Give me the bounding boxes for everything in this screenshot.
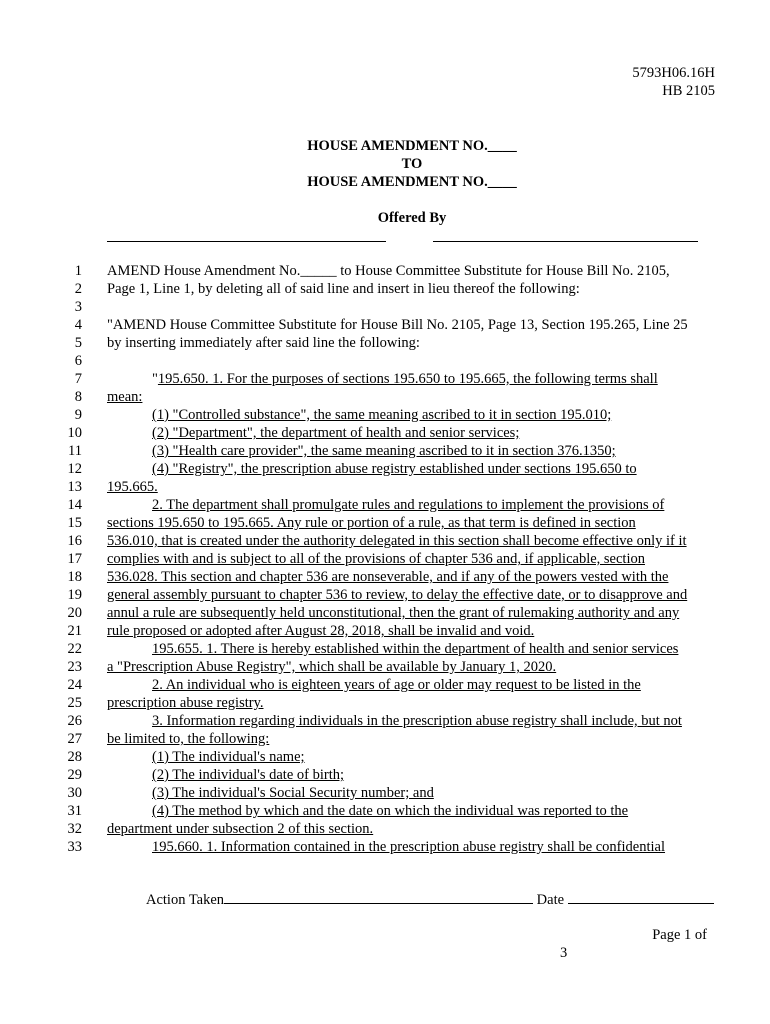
line-number: 31 — [67, 803, 82, 819]
line-text: (2) The individual's date of birth; — [152, 767, 345, 783]
line-number: 9 — [74, 407, 82, 423]
line-number: 22 — [67, 641, 82, 657]
line-text: 2. The department shall promulgate rules and regulations to implement the provisions of — [152, 497, 665, 513]
action-taken-row — [146, 889, 714, 909]
line-text: complies with and is subject to all of the provisions of chapter 536 and, if applicable, section — [107, 551, 645, 567]
offered-by-label: Offered By — [377, 210, 447, 226]
line-text: (2) "Department", the department of health and senior services; — [152, 425, 520, 441]
line-number: 13 — [67, 479, 82, 495]
line-number: 23 — [67, 659, 82, 675]
page-total: 3 — [560, 945, 568, 961]
line-text: (1) "Controlled substance", the same meaning ascribed to it in section 195.010; — [152, 407, 612, 423]
amendment-title: HOUSE AMENDMENT NO.____ — [307, 138, 517, 154]
line-number: 16 — [67, 533, 82, 549]
line-number: 32 — [67, 821, 82, 837]
amendment-title-2: HOUSE AMENDMENT NO.____ — [307, 174, 517, 190]
line-number: 15 — [67, 515, 82, 531]
document-code: 5793H06.16H — [632, 65, 715, 81]
line-text: "195.650. 1. For the purposes of sections 195.650 to 195.665, the following terms shall — [152, 371, 658, 387]
line-number: 33 — [67, 839, 82, 855]
line-number: 25 — [67, 695, 82, 711]
line-number: 29 — [67, 767, 82, 783]
line-text: (3) "Health care provider", the same meaning ascribed to it in section 376.1350; — [152, 443, 616, 459]
line-text: (4) The method by which and the date on which the individual was reported to the — [152, 803, 629, 819]
line-text: Page 1, Line 1, by deleting all of said line and insert in lieu thereof the following: — [107, 281, 580, 297]
line-number: 5 — [74, 335, 82, 351]
line-number: 21 — [67, 623, 82, 639]
line-number: 2 — [74, 281, 82, 297]
line-text: annul a rule are subsequently held unconstitutional, then the grant of rulemaking authority and any — [107, 605, 680, 621]
line-number: 11 — [68, 443, 82, 459]
line-number: 24 — [67, 677, 82, 693]
line-text: sections 195.650 to 195.665. Any rule or portion of a rule, as that term is defined in section — [107, 515, 636, 531]
action-taken-line — [224, 889, 533, 904]
line-number: 26 — [67, 713, 82, 729]
line-text: (1) The individual's name; — [152, 749, 305, 765]
line-text: prescription abuse registry. — [107, 695, 264, 711]
line-text: 195.665. — [107, 479, 158, 495]
line-number: 7 — [74, 371, 82, 387]
page-label: Page 1 of — [652, 927, 707, 943]
line-text: 195.660. 1. Information contained in the prescription abuse registry shall be confidential — [152, 839, 666, 855]
line-text: rule proposed or adopted after August 28, 2018, shall be invalid and void. — [107, 623, 535, 639]
line-text: 3. Information regarding individuals in the prescription abuse registry shall include, but not — [152, 713, 682, 729]
line-number: 20 — [67, 605, 82, 621]
line-number: 3 — [74, 299, 82, 315]
line-text: 195.655. 1. There is hereby established within the department of health and senior services — [152, 641, 679, 657]
line-number: 18 — [67, 569, 82, 585]
date-line — [568, 889, 714, 904]
line-number: 10 — [67, 425, 82, 441]
sponsor-signature-line — [107, 241, 386, 242]
line-text: mean: — [107, 389, 143, 405]
line-text: department under subsection 2 of this section. — [107, 821, 374, 837]
document-id-block — [632, 64, 715, 100]
line-text: "AMEND House Committee Substitute for House Bill No. 2105, Page 13, Section 195.265, Line 25 — [107, 317, 688, 333]
line-text: 536.010, that is created under the authority delegated in this section shall become effective only if it — [107, 533, 687, 549]
sponsor-signature-line-2 — [433, 241, 698, 242]
line-number: 14 — [67, 497, 82, 513]
line-text: be limited to, the following: — [107, 731, 270, 747]
open-quote: " — [152, 371, 158, 387]
date-label: Date — [536, 892, 565, 908]
line-text: (4) "Registry", the prescription abuse registry established under sections 195.650 to — [152, 461, 637, 477]
line-text: by inserting immediately after said line the following: — [107, 335, 420, 351]
line-number: 1 — [74, 263, 82, 279]
line-text: general assembly pursuant to chapter 536 to review, to delay the effective date, or to disapprove and — [107, 587, 688, 603]
line-number: 4 — [74, 317, 82, 333]
line-text: AMEND House Amendment No._____ to House Committee Substitute for House Bill No. 2105, — [107, 263, 670, 279]
line-number: 27 — [67, 731, 82, 747]
action-taken-label: Action Taken — [146, 892, 225, 908]
line-number: 17 — [67, 551, 82, 567]
line-text: 2. An individual who is eighteen years of age or older may request to be listed in the — [152, 677, 641, 693]
line-number: 12 — [67, 461, 82, 477]
line-text: 536.028. This section and chapter 536 are nonseverable, and if any of the powers vested with the — [107, 569, 669, 585]
line-text: a "Prescription Abuse Registry", which shall be available by January 1, 2020. — [107, 659, 557, 675]
line-text: (3) The individual's Social Security number; and — [152, 785, 434, 801]
line-number: 28 — [67, 749, 82, 765]
line-number: 30 — [67, 785, 82, 801]
amendment-to: TO — [401, 156, 423, 172]
line-number: 6 — [74, 353, 82, 369]
line-number: 8 — [74, 389, 82, 405]
line-number: 19 — [67, 587, 82, 603]
bill-number: HB 2105 — [662, 83, 715, 99]
